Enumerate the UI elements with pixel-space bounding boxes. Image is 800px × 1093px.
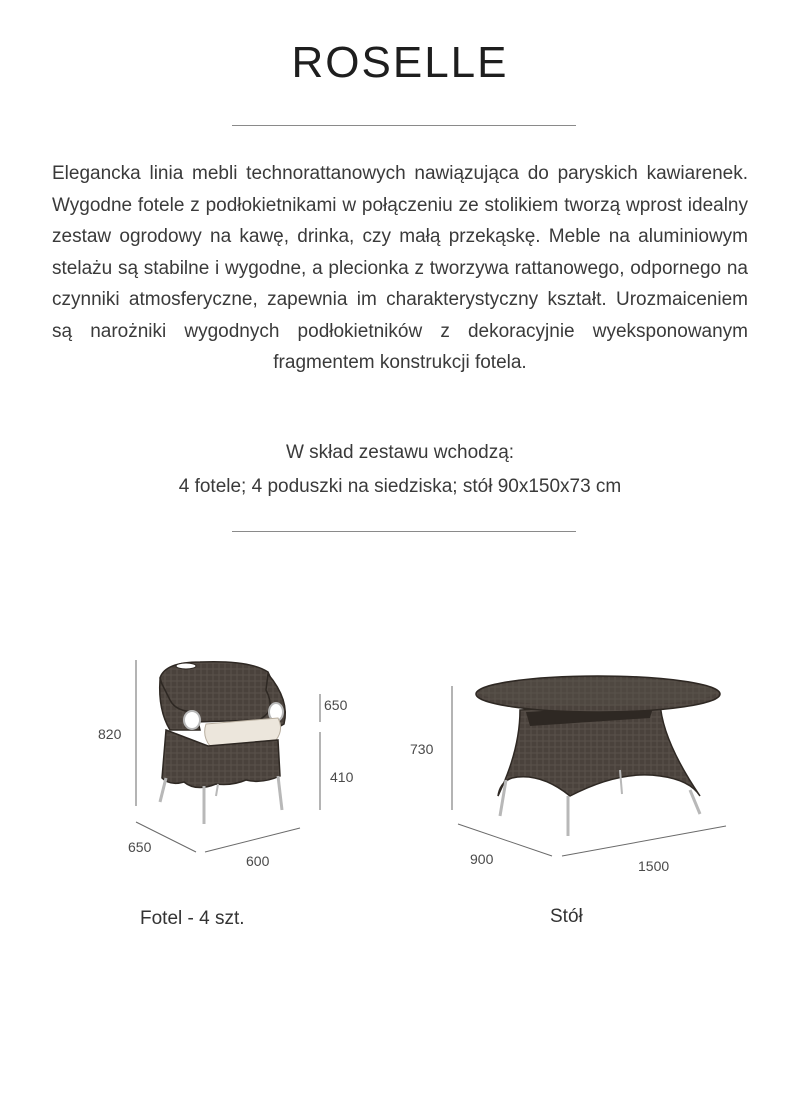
- chair-illustration: [160, 662, 286, 824]
- product-title: ROSELLE: [291, 38, 509, 87]
- chair-caption: Fotel - 4 szt.: [140, 908, 245, 929]
- table-height-label: 730: [410, 741, 434, 757]
- chair-width-label: 600: [246, 853, 270, 869]
- set-heading: W skład zestawu wchodzą:: [285, 442, 515, 463]
- chair-depth-label: 650: [128, 839, 152, 855]
- furniture-drawing: [0, 600, 800, 900]
- table-length-label: 1500: [638, 858, 670, 874]
- product-description: Elegancka linia mebli technorattanowych nawiązująca do paryskich kawiarenek. Wygodne fotele z podłokietnikami w połączeniu ze stolikiem tworzą wprost idealny zestaw ogrodowy na kawę, drinka, czy małą przekąskę. Meble na aluminiowym stelażu są stabilne i wygodne, a plecionka z tworzywa rattanowego, odpornego na czynniki atmosferyczne, zapewnia im charakterystyczny kształt. Urozmaiceniem są narożniki wygodnych podłokietników z dekoracyjnie wyeksponowanym fragmentem konstrukcji fotela.: [52, 163, 748, 373]
- chair-back-height-label: 650: [324, 697, 348, 713]
- table-illustration: [476, 676, 720, 836]
- chair-height-label: 820: [98, 726, 122, 742]
- bottom-divider: [232, 531, 576, 532]
- table-caption: Stół: [550, 906, 583, 927]
- set-items: 4 fotele; 4 poduszki na siedziska; stół 90x150x73 cm: [178, 476, 622, 497]
- top-divider: [232, 125, 576, 126]
- chair-seat-height-label: 410: [330, 769, 354, 785]
- table-depth-label: 900: [470, 851, 494, 867]
